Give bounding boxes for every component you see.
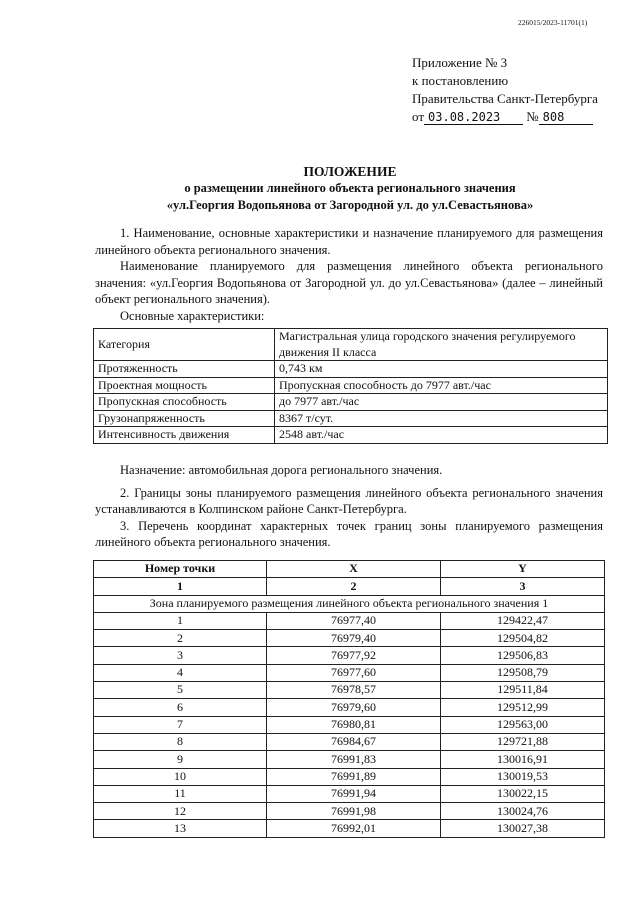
- characteristic-value: 8367 т/сут.: [275, 410, 608, 427]
- document-title: ПОЛОЖЕНИЕ о размещении линейного объекта регионального значения «ул.Георгия Водопьянова от Загородной ул. до ул.Севастьянова»: [166, 164, 534, 212]
- characteristic-value: Магистральная улица городского значения регулируемого движения II класса: [275, 329, 608, 361]
- coordinate-row: [94, 768, 605, 785]
- x-coordinate: 76984,67: [267, 733, 441, 750]
- characteristic-value: 0,743 км: [275, 361, 608, 378]
- characteristics-row: [94, 377, 608, 394]
- characteristic-name: Проектная мощность: [94, 377, 275, 394]
- characteristics-row: [94, 329, 608, 361]
- point-number: 4: [94, 664, 267, 681]
- x-coordinate: 76977,40: [267, 612, 441, 629]
- y-coordinate: 130024,76: [441, 803, 605, 820]
- point-number: 10: [94, 768, 267, 785]
- point-number: 12: [94, 803, 267, 820]
- coordinates-table: [93, 560, 605, 838]
- appendix-date: 03.08.2023: [424, 110, 523, 125]
- y-coordinate: 129721,88: [441, 733, 605, 750]
- point-number: 11: [94, 785, 267, 802]
- y-coordinate: 129504,82: [441, 630, 605, 647]
- appendix-government: Правительства Санкт-Петербурга: [412, 91, 598, 106]
- characteristics-row: [94, 394, 608, 411]
- y-coordinate: 129422,47: [441, 612, 605, 629]
- y-coordinate: 130019,53: [441, 768, 605, 785]
- characteristics-row: [94, 410, 608, 427]
- x-coordinate: 76991,94: [267, 785, 441, 802]
- coordinate-row: [94, 664, 605, 681]
- x-coordinate: 76978,57: [267, 682, 441, 699]
- document-stamp-number: 226015/2023-11701(1): [518, 18, 588, 27]
- x-coordinate: 76991,83: [267, 751, 441, 768]
- appendix-number-value: 808: [539, 110, 593, 125]
- point-number: 2: [94, 630, 267, 647]
- x-coordinate: 76977,60: [267, 664, 441, 681]
- x-coordinate: 76980,81: [267, 716, 441, 733]
- characteristic-value: до 7977 авт./час: [275, 394, 608, 411]
- characteristic-name: Грузонапряженность: [94, 410, 275, 427]
- section-1-text: 1. Наименование, основные характеристики и назначение планируемого для размещения линейного объекта регионального значения. Наименование планируемого для размещения линейного объекта регионального значения: «ул.Георгия Водопьянова от Загородной ул. до ул.Севастьянова» (далее – линейный объект регионального значения). Основные характеристики:: [95, 226, 603, 323]
- y-coordinate: 129511,84: [441, 682, 605, 699]
- appendix-resolution: к постановлению: [412, 73, 509, 88]
- point-number: 3: [94, 647, 267, 664]
- coordinate-row: [94, 751, 605, 768]
- characteristic-value: 2548 авт./час: [275, 427, 608, 444]
- coordinates-header-row: Номер точки X Y: [94, 561, 605, 578]
- characteristic-name: Протяженность: [94, 361, 275, 378]
- section-2-text: Назначение: автомобильная дорога регионального значения. 2. Границы зоны планируемого размещения линейного объекта регионального значения устанавливаются в Колпинском районе Санкт-Петербурга. 3. Перечень координат характерных точек границ зоны планируемого размещения линейного объекта регионального значения.: [95, 463, 603, 549]
- y-coordinate: 130016,91: [441, 751, 605, 768]
- characteristic-name: Пропускная способность: [94, 394, 275, 411]
- point-number: 13: [94, 820, 267, 837]
- characteristic-value: Пропускная способность до 7977 авт./час: [275, 377, 608, 394]
- y-coordinate: 129512,99: [441, 699, 605, 716]
- x-coordinate: 76991,98: [267, 803, 441, 820]
- point-number: 5: [94, 682, 267, 699]
- coordinate-row: [94, 716, 605, 733]
- coordinate-row: [94, 803, 605, 820]
- point-number: 1: [94, 612, 267, 629]
- point-number: 8: [94, 733, 267, 750]
- coordinate-row: [94, 699, 605, 716]
- x-coordinate: 76992,01: [267, 820, 441, 837]
- point-number: 9: [94, 751, 267, 768]
- y-coordinate: 130027,38: [441, 820, 605, 837]
- coordinate-row: [94, 630, 605, 647]
- characteristics-row: [94, 427, 608, 444]
- point-number: 7: [94, 716, 267, 733]
- x-coordinate: 76991,89: [267, 768, 441, 785]
- y-coordinate: 129506,83: [441, 647, 605, 664]
- appendix-block: [412, 54, 598, 126]
- coordinate-row: [94, 733, 605, 750]
- characteristic-name: Интенсивность движения: [94, 427, 275, 444]
- zone-row: Зона планируемого размещения линейного объекта регионального значения 1: [94, 595, 605, 612]
- y-coordinate: 129563,00: [441, 716, 605, 733]
- x-coordinate: 76979,60: [267, 699, 441, 716]
- characteristics-row: [94, 361, 608, 378]
- coordinate-row: [94, 820, 605, 837]
- coordinate-row: [94, 682, 605, 699]
- x-coordinate: 76979,40: [267, 630, 441, 647]
- y-coordinate: 130022,15: [441, 785, 605, 802]
- coordinate-row: [94, 647, 605, 664]
- coordinate-row: [94, 612, 605, 629]
- appendix-number: Приложение № 3: [412, 55, 508, 70]
- point-number: 6: [94, 699, 267, 716]
- x-coordinate: 76977,92: [267, 647, 441, 664]
- coordinates-column-numbers-row: 1 2 3: [94, 578, 605, 595]
- characteristic-name: Категория: [94, 329, 275, 361]
- coordinate-row: [94, 785, 605, 802]
- characteristics-table: [93, 328, 608, 444]
- appendix-date-line: от 03.08.2023 № 808: [412, 108, 598, 126]
- y-coordinate: 129508,79: [441, 664, 605, 681]
